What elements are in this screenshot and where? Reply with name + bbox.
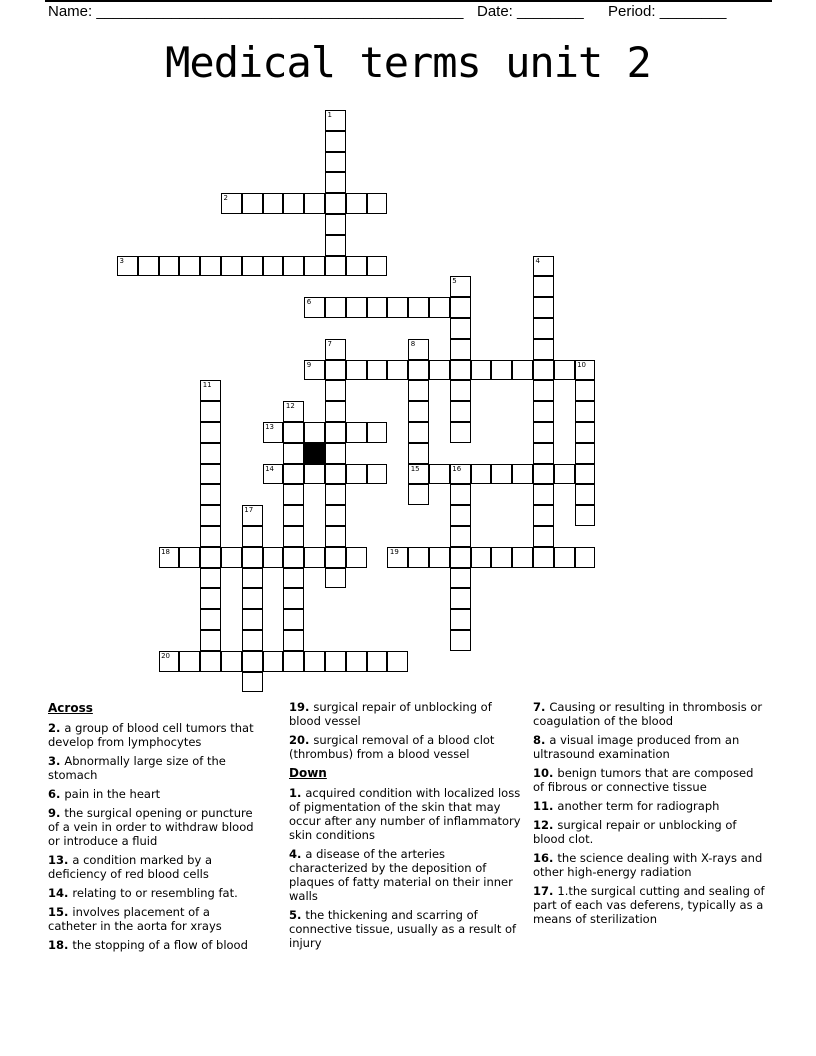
grid-cell [429, 360, 450, 381]
grid-cell [575, 464, 596, 485]
clue-text: Causing or resulting in thrombosis or coagulation of the blood [533, 700, 763, 728]
grid-cell [304, 422, 325, 443]
cell-number: 5 [452, 277, 457, 286]
grid-cell [325, 152, 346, 173]
grid-cell [367, 651, 388, 672]
cell-number: 7 [327, 339, 332, 348]
grid-cell [242, 609, 263, 630]
clue-15 [48, 905, 255, 933]
grid-cell [408, 380, 429, 401]
grid-cell [304, 193, 325, 214]
cell-number: 8 [410, 339, 416, 348]
grid-cell [200, 401, 221, 422]
grid-cell [263, 547, 284, 568]
clue-5 [289, 908, 527, 950]
grid-cell [346, 256, 367, 277]
grid-cell [242, 505, 263, 526]
grid-cell [450, 380, 471, 401]
clues-column-across [48, 700, 255, 957]
grid-cell [242, 568, 263, 589]
grid-cell [554, 464, 575, 485]
grid-cell [408, 401, 429, 422]
grid-cell [533, 422, 554, 443]
grid-cell [117, 256, 138, 277]
grid-black-cell [304, 443, 325, 464]
grid-cell [346, 651, 367, 672]
clue-16 [533, 851, 765, 879]
grid-cell [159, 547, 180, 568]
grid-cell [533, 526, 554, 547]
grid-cell [533, 276, 554, 297]
clue-number: 11. [533, 799, 558, 813]
grid-cell [304, 651, 325, 672]
grid-cell [575, 505, 596, 526]
clue-11 [533, 799, 765, 813]
clue-number: 20. [289, 733, 314, 747]
grid-cell [283, 588, 304, 609]
grid-cell [491, 464, 512, 485]
grid-cell [450, 547, 471, 568]
grid-cell [575, 484, 596, 505]
grid-cell [200, 505, 221, 526]
grid-cell [138, 256, 159, 277]
clue-number: 18. [48, 938, 73, 952]
clue-text: 1.the surgical cutting and sealing of part of each vas deferens, typically as a means of sterilization [533, 884, 765, 926]
grid-cell [325, 297, 346, 318]
grid-cell [283, 464, 304, 485]
grid-cell [325, 131, 346, 152]
clue-number: 4. [289, 847, 306, 861]
clue-number: 8. [533, 733, 550, 747]
grid-cell [283, 256, 304, 277]
grid-cell [304, 256, 325, 277]
grid-cell [450, 588, 471, 609]
clue-number: 9. [48, 806, 65, 820]
grid-cell [450, 339, 471, 360]
cell-number: 4 [535, 256, 540, 265]
clue-text: the science dealing with X-rays and other high-energy radiation [533, 851, 763, 879]
grid-cell [242, 526, 263, 547]
grid-cell [491, 360, 512, 381]
clue-number: 17. [533, 884, 558, 898]
cell-number: 18 [161, 547, 171, 556]
grid-cell [325, 339, 346, 360]
grid-cell [263, 256, 284, 277]
grid-cell [283, 401, 304, 422]
grid-cell [242, 651, 263, 672]
clue-9 [48, 806, 255, 848]
grid-cell [533, 464, 554, 485]
clue-8 [533, 733, 765, 761]
grid-cell [325, 214, 346, 235]
cell-number: 6 [306, 298, 312, 307]
name-blank-line: ____________________________________________ [96, 3, 464, 20]
grid-cell [283, 484, 304, 505]
grid-cell [533, 318, 554, 339]
grid-cell [283, 609, 304, 630]
grid-cell [200, 526, 221, 547]
grid-cell [242, 630, 263, 651]
cell-number: 13 [265, 423, 275, 431]
clue-text: a group of blood cell tumors that develop from lymphocytes [48, 721, 254, 749]
grid-cell [221, 547, 242, 568]
grid-cell [325, 526, 346, 547]
grid-cell [367, 256, 388, 277]
clue-text: benign tumors that are composed of fibrous or connective tissue [533, 766, 754, 794]
clue-number: 16. [533, 851, 558, 865]
grid-cell [325, 360, 346, 381]
grid-cell [346, 297, 367, 318]
grid-cell [200, 464, 221, 485]
cell-number: 3 [119, 256, 124, 265]
clues-column-down [533, 700, 765, 931]
grid-cell [325, 464, 346, 485]
grid-cell [471, 547, 492, 568]
grid-cell [304, 297, 325, 318]
grid-cell [471, 360, 492, 381]
clue-number: 2. [48, 721, 65, 735]
grid-cell [325, 443, 346, 464]
clue-text: pain in the heart [64, 787, 161, 801]
cell-number: 9 [306, 360, 312, 369]
grid-cell [450, 630, 471, 651]
grid-cell [179, 256, 200, 277]
clue-number: 7. [533, 700, 550, 714]
grid-cell [533, 380, 554, 401]
grid-cell [221, 651, 242, 672]
grid-cell [491, 547, 512, 568]
grid-cell [533, 360, 554, 381]
grid-cell [200, 256, 221, 277]
clue-text: a visual image produced from an ultrasound examination [533, 733, 740, 761]
date-label: Date: [477, 3, 513, 20]
clue-6 [48, 787, 255, 801]
grid-cell [387, 651, 408, 672]
grid-cell [221, 256, 242, 277]
cell-number: 16 [452, 464, 462, 473]
grid-cell [325, 110, 346, 131]
clue-18 [48, 938, 255, 952]
grid-cell [325, 651, 346, 672]
cell-number: 12 [285, 402, 295, 411]
grid-cell [325, 422, 346, 443]
grid-cell [575, 401, 596, 422]
clue-text: surgical repair of unblocking of blood vessel [289, 700, 492, 728]
grid-cell [450, 609, 471, 630]
grid-cell [408, 464, 429, 485]
page-title: Medical terms unit 2 [165, 38, 651, 87]
grid-cell [304, 464, 325, 485]
grid-cell [159, 256, 180, 277]
grid-cell [575, 422, 596, 443]
clue-number: 14. [48, 886, 73, 900]
clue-text: the surgical opening or puncture of a vein in order to withdraw blood or introduce a fluid [48, 806, 254, 848]
clue-text: surgical repair or unblocking of blood clot. [533, 818, 737, 846]
grid-cell [200, 484, 221, 505]
grid-cell [429, 464, 450, 485]
grid-cell [263, 651, 284, 672]
grid-cell [450, 568, 471, 589]
clue-number: 13. [48, 853, 73, 867]
grid-cell [159, 651, 180, 672]
clue-number: 15. [48, 905, 73, 919]
clue-7 [533, 700, 765, 728]
clue-13 [48, 853, 255, 881]
period-blank-line: ________ [659, 3, 727, 20]
grid-cell [533, 443, 554, 464]
across-heading: Across [48, 701, 93, 715]
clue-number: 1. [289, 786, 306, 800]
date-blank-line: ________ [517, 3, 584, 20]
grid-cell [533, 297, 554, 318]
grid-cell [450, 422, 471, 443]
grid-cell [450, 526, 471, 547]
grid-cell [242, 588, 263, 609]
period-field [608, 3, 726, 20]
grid-cell [367, 297, 388, 318]
grid-cell [325, 401, 346, 422]
cell-number: 10 [577, 360, 587, 369]
grid-cell [200, 380, 221, 401]
cell-number: 2 [223, 194, 228, 203]
grid-cell [450, 401, 471, 422]
grid-cell [346, 422, 367, 443]
grid-cell [512, 360, 533, 381]
grid-cell [533, 256, 554, 277]
clue-number: 5. [289, 908, 306, 922]
grid-cell [533, 547, 554, 568]
name-field [48, 3, 463, 20]
grid-cell [387, 360, 408, 381]
grid-cell [408, 360, 429, 381]
grid-cell [304, 360, 325, 381]
grid-cell [512, 464, 533, 485]
clue-text: the stopping of a flow of blood [72, 938, 248, 952]
grid-cell [408, 422, 429, 443]
clue-20 [289, 733, 527, 761]
grid-cell [408, 547, 429, 568]
grid-cell [367, 422, 388, 443]
clues-column-middle [289, 700, 527, 955]
grid-cell [221, 193, 242, 214]
grid-cell [387, 297, 408, 318]
grid-cell [200, 443, 221, 464]
grid-cell [325, 172, 346, 193]
clue-12 [533, 818, 765, 846]
grid-cell [450, 484, 471, 505]
grid-cell [346, 360, 367, 381]
grid-cell [200, 422, 221, 443]
grid-cell [325, 484, 346, 505]
grid-cell [283, 568, 304, 589]
grid-cell [200, 651, 221, 672]
date-field [477, 3, 584, 20]
grid-cell [242, 547, 263, 568]
period-label: Period: [608, 3, 656, 20]
grid-cell [450, 505, 471, 526]
grid-cell [429, 297, 450, 318]
grid-cell [325, 505, 346, 526]
clue-text: another term for radiograph [557, 799, 720, 813]
grid-cell [367, 464, 388, 485]
grid-cell [263, 422, 284, 443]
grid-cell [200, 588, 221, 609]
grid-cell [263, 464, 284, 485]
grid-cell [179, 547, 200, 568]
down-heading: Down [289, 766, 327, 780]
grid-cell [429, 547, 450, 568]
clue-14 [48, 886, 255, 900]
grid-cell [471, 464, 492, 485]
grid-cell [325, 256, 346, 277]
grid-cell [450, 318, 471, 339]
grid-cell [283, 443, 304, 464]
grid-cell [325, 547, 346, 568]
grid-cell [450, 360, 471, 381]
clue-text: Abnormally large size of the stomach [48, 754, 226, 782]
cell-number: 17 [244, 506, 254, 515]
grid-cell [554, 360, 575, 381]
cell-number: 14 [265, 464, 275, 473]
clue-3 [48, 754, 255, 782]
grid-cell [179, 651, 200, 672]
grid-cell [346, 464, 367, 485]
grid-cell [408, 339, 429, 360]
grid-cell [283, 651, 304, 672]
grid-cell [408, 297, 429, 318]
grid-cell [200, 609, 221, 630]
grid-cell [304, 547, 325, 568]
grid-cell [554, 547, 575, 568]
grid-cell [575, 380, 596, 401]
grid-cell [346, 193, 367, 214]
name-label: Name: [48, 3, 93, 20]
grid-cell [367, 360, 388, 381]
grid-cell [200, 547, 221, 568]
top-rule [45, 0, 772, 2]
grid-cell [408, 443, 429, 464]
grid-cell [283, 422, 304, 443]
grid-cell [512, 547, 533, 568]
grid-cell [325, 568, 346, 589]
clue-text: acquired condition with localized loss of pigmentation of the skin that may occur after any number of inflammatory skin conditions [289, 786, 521, 842]
clue-1 [289, 786, 527, 842]
clue-text: relating to or resembling fat. [72, 886, 238, 900]
cell-number: 11 [202, 381, 212, 390]
grid-cell [283, 505, 304, 526]
grid-cell [450, 297, 471, 318]
grid-cell [346, 547, 367, 568]
clue-text: a condition marked by a deficiency of red blood cells [48, 853, 212, 881]
clue-text: the thickening and scarring of connective tissue, usually as a result of injury [289, 908, 517, 950]
grid-cell [450, 464, 471, 485]
grid-cell [283, 526, 304, 547]
grid-cell [367, 193, 388, 214]
grid-cell [200, 568, 221, 589]
grid-cell [283, 193, 304, 214]
grid-cell [533, 339, 554, 360]
clue-number: 10. [533, 766, 558, 780]
grid-cell [533, 401, 554, 422]
grid-cell [408, 484, 429, 505]
clue-text: surgical removal of a blood clot (thrombus) from a blood vessel [289, 733, 495, 761]
grid-cell [450, 276, 471, 297]
grid-cell [242, 193, 263, 214]
grid-cell [242, 672, 263, 693]
grid-cell [325, 380, 346, 401]
grid-cell [575, 443, 596, 464]
grid-cell [325, 193, 346, 214]
grid-cell [283, 547, 304, 568]
clue-2 [48, 721, 255, 749]
clue-10 [533, 766, 765, 794]
grid-cell [325, 235, 346, 256]
grid-cell [242, 256, 263, 277]
grid-cell [387, 547, 408, 568]
clue-17 [533, 884, 765, 926]
clue-4 [289, 847, 527, 903]
clue-text: a disease of the arteries characterized by the deposition of plaques of fatty material on their inner walls [289, 847, 513, 903]
clue-text: involves placement of a catheter in the aorta for xrays [48, 905, 222, 933]
clue-19 [289, 700, 527, 728]
grid-cell [533, 484, 554, 505]
grid-cell [263, 193, 284, 214]
grid-cell [283, 630, 304, 651]
clue-number: 12. [533, 818, 558, 832]
cell-number: 1 [327, 111, 332, 119]
clue-number: 19. [289, 700, 314, 714]
grid-cell [533, 505, 554, 526]
grid-cell [575, 360, 596, 381]
clue-number: 6. [48, 787, 65, 801]
clue-number: 3. [48, 754, 65, 768]
grid-cell [575, 547, 596, 568]
cell-number: 20 [161, 651, 171, 660]
cell-number: 19 [389, 547, 399, 556]
cell-number: 15 [410, 464, 420, 473]
grid-cell [200, 630, 221, 651]
